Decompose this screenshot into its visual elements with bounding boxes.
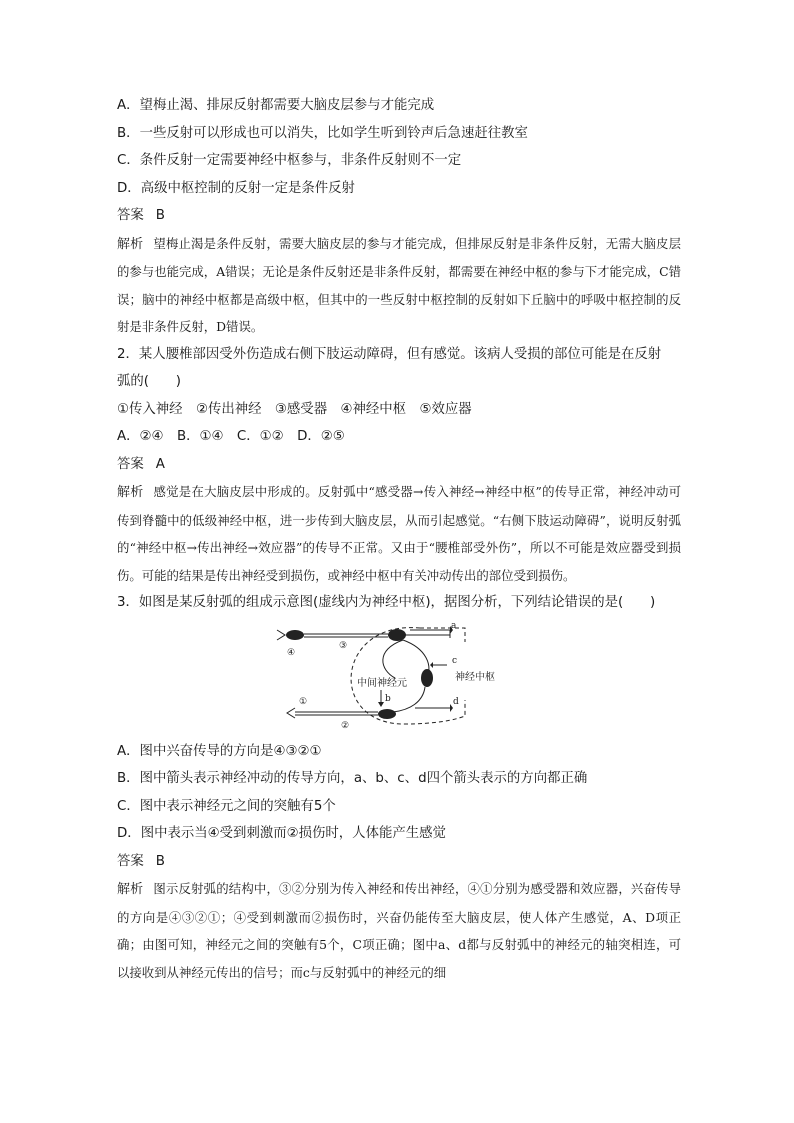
document-page: [117, 92, 681, 986]
q2-options: A．②④ B．①④ C．①② D．②⑤: [117, 429, 345, 444]
label-4: ④: [287, 647, 296, 658]
label-b: b: [385, 693, 391, 704]
answer-label: 答案: [117, 456, 144, 472]
answer-value: A: [155, 456, 165, 472]
label-2: ②: [341, 720, 350, 731]
q2-answer: [117, 451, 681, 479]
q1-option-b: B．一些反射可以形成也可以消失，比如学生听到铃声后急速赶往教室: [117, 125, 528, 141]
label-d: d: [453, 696, 459, 707]
q3-option-a: A．图中兴奋传导的方向是④③②①: [117, 743, 322, 759]
answer-value: B: [155, 208, 165, 223]
q2-stem-line1: 2．某人腰椎部因受外伤造成右侧下肢运动障碍，但有感觉。该病人受损的部位可能是在反射: [117, 346, 662, 362]
q2-stem-line2: 弧的( ): [117, 374, 182, 389]
explanation-label: 解析: [117, 882, 144, 897]
q2-explanation: [117, 478, 681, 589]
effector-1-ending: [287, 708, 295, 718]
explanation-text: 图示反射弧的结构中，③②分别为传入神经和传出神经，④①分别为感受器和效应器，兴奋传导的方向是④③②①；④受到刺激而②损伤时，兴奋仍能传至大脑皮层，使人体产生感觉，A、D项正确；由图可知，神经元之间的突触有5个，C项正确；图中a、d都与反射弧中的神经元的轴突相连，可以接收到从神经元传出的信号；而c与反射弧中的神经元的细: [117, 881, 681, 980]
answer-label: 答案: [117, 208, 144, 223]
upper-neuron: [388, 629, 406, 641]
q2-items: ①传入神经 ②传出神经 ③感受器 ④神经中枢 ⑤效应器: [117, 401, 472, 417]
label-c: c: [452, 655, 458, 666]
label-interneuron: 中间神经元: [357, 677, 407, 689]
label-a: a: [451, 620, 457, 631]
q3-option-b: B．图中箭头表示神经冲动的传导方向，a、b、c、d四个箭头表示的方向都正确: [117, 771, 588, 786]
reflex-arc-figure: [117, 620, 681, 737]
q3-stem: 3．如图是某反射弧的组成示意图(虚线内为神经中枢)，据图分析，下列结论错误的是( ): [117, 595, 656, 610]
answer-value: B: [155, 853, 165, 869]
q1-option-a: A．望梅止渴、排尿反射都需要大脑皮层参与才能完成: [117, 98, 435, 113]
label-neural-center: 神经中枢: [455, 671, 495, 683]
receptor-4-ending: [277, 630, 285, 640]
q3-answer: [117, 848, 681, 876]
reflex-arc-diagram: [275, 620, 525, 737]
center-neuron: [421, 669, 433, 687]
q3-explanation: [117, 875, 681, 986]
label-1: ①: [299, 696, 308, 707]
q1-option-d: D．高级中枢控制的反射一定是条件反射: [117, 180, 355, 196]
explanation-text: 感觉是在大脑皮层中形成的。反射弧中“感受器→传入神经→神经中枢”的传导正常，神经冲动可传到脊髓中的低级神经中枢，进一步传到大脑皮层，从而引起感觉。“右侧下肢运动障碍”，说明反射弧的“神经中枢→传出神经→效应器”的传导不正常。又由于“腰椎部受外伤”，所以不可能是效应器受到损伤。可能的结果是传出神经受到损伤，或神经中枢中有关冲动传出的部位受到损伤。: [117, 484, 681, 583]
q1-explanation: [117, 230, 681, 341]
q1-option-c: C．条件反射一定需要神经中枢参与，非条件反射则不一定: [117, 153, 462, 168]
lower-neuron: [378, 709, 396, 719]
q3-option-d: D．图中表示当④受到刺激而②损伤时，人体能产生感觉: [117, 826, 446, 841]
explanation-label: 解析: [117, 236, 144, 252]
label-3: ③: [339, 640, 348, 651]
answer-label: 答案: [117, 853, 144, 869]
explanation-label: 解析: [117, 485, 144, 500]
arrow-c-head: [430, 662, 433, 668]
q3-option-c: C．图中表示神经元之间的突触有5个: [117, 798, 336, 814]
q1-answer: [117, 202, 681, 230]
arrow-b-head: [378, 702, 384, 707]
explanation-text: 望梅止渴是条件反射，需要大脑皮层的参与才能完成，但排尿反射是非条件反射，无需大脑皮层的参与也能完成，A错误；无论是条件反射还是非条件反射，都需要在神经中枢的参与下才能完成，C错误；脑中的神经中枢都是高级中枢，但其中的一些反射中枢控制的反射如下丘脑中的呼吸中枢控制的反射是非条件反射，D错误。: [117, 235, 681, 334]
afferent-cell-body: [286, 630, 304, 640]
